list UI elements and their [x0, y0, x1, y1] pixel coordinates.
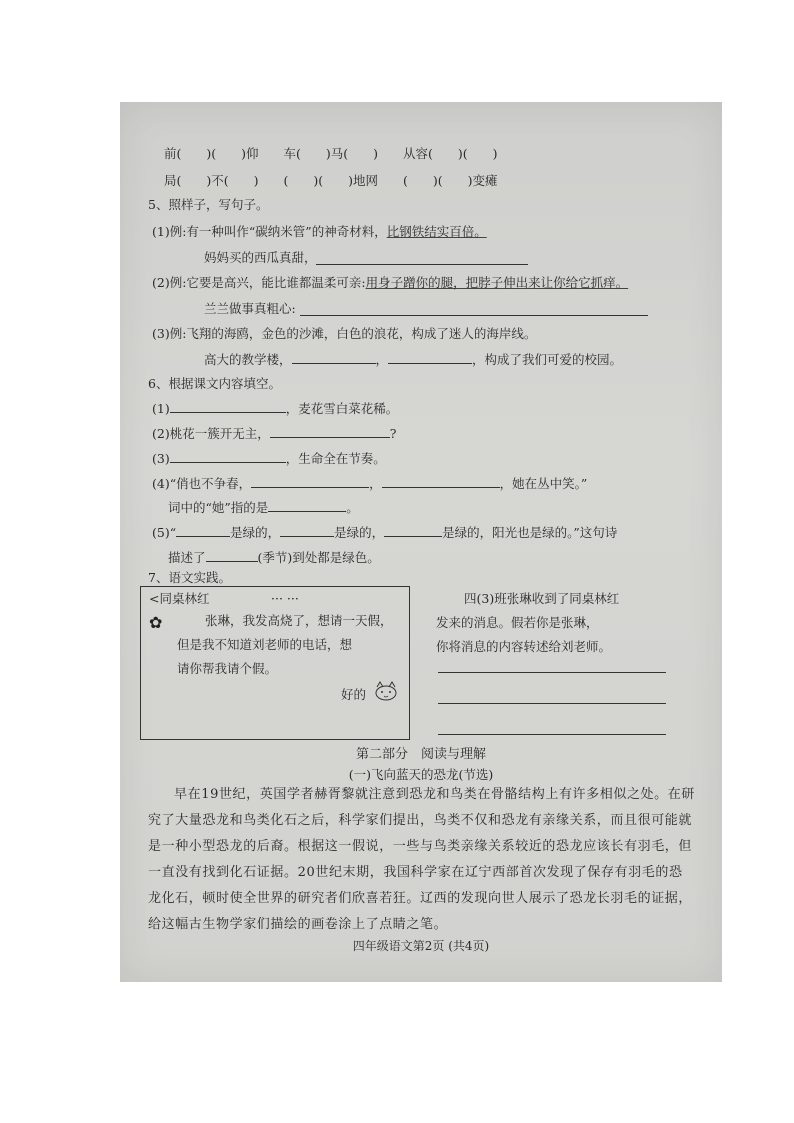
chat-dots: ··· ···	[271, 591, 299, 606]
q6-blank-4a[interactable]	[251, 487, 369, 488]
chat-reply: 好的	[341, 687, 367, 702]
q5-blank-3b[interactable]	[388, 363, 472, 364]
q6-item-1	[152, 401, 398, 417]
q6-item-3-num: (3)	[152, 451, 170, 466]
chat-message-card	[140, 586, 410, 740]
q6-title: 6、根据课文内容填空。	[148, 376, 281, 391]
q7-task-line-2: 发来的消息。假若你是张琳，	[436, 615, 599, 630]
q5-task-3	[204, 352, 622, 368]
q6-item-4-text: (4)“俏也不争春，	[152, 476, 252, 491]
q6-item-5	[152, 525, 617, 541]
q5-example-1-text: (1)例:有一种叫作“碳纳米管”的神奇材料，	[152, 224, 387, 239]
q6-item-5-f: (季节)到处都是绿色。	[257, 550, 380, 565]
q6-blank-5c[interactable]	[384, 536, 442, 537]
exam-page	[120, 102, 722, 982]
q6-item-1-num: (1)	[152, 401, 170, 416]
q6-item-5-d: 是绿的，阳光也是绿的。”这句诗	[442, 525, 618, 540]
q6-item-4-q-text: 词中的“她”指的是	[168, 500, 269, 515]
q6-item-5-c: 是绿的，	[334, 525, 385, 540]
q6-item-2	[152, 426, 396, 442]
q6-item-5-a: (5)“	[152, 525, 177, 540]
q6-blank-1[interactable]	[170, 412, 286, 413]
q6-blank-5d[interactable]	[206, 561, 258, 562]
q6-item-4	[152, 476, 587, 492]
q6-item-3	[152, 451, 386, 467]
q6-blank-4c[interactable]	[268, 511, 346, 512]
q5-answer-line-2[interactable]	[300, 315, 648, 316]
q5-answer-line-1[interactable]	[316, 264, 528, 265]
q5-task-3-c: ，构成了我们可爱的校园。	[472, 352, 623, 367]
cat-sticker-icon	[371, 681, 401, 703]
q6-item-5-b: 是绿的，	[230, 525, 281, 540]
reading-paragraph: 早在19世纪，英国学者赫胥黎就注意到恐龙和鸟类在骨骼结构上有许多相似之处。在研究了大量恐龙和鸟类化石之后，科学家们提出，鸟类不仅和恐龙有亲缘关系，而且很可能就是一种小型恐龙的后裔。根据这一假说，一些与鸟类亲缘关系较近的恐龙应该长有羽毛，但一直没有找到化石证据。20世纪末期，我国科学家在辽宁西部首次发现了保存有羽毛的恐龙化石，顿时使全世界的研究者们欣喜若狂。辽西的发现向世人展示了恐龙长羽毛的证据，给这幅古生物学家们描绘的画卷涂上了点睛之笔。	[148, 787, 695, 932]
q6-item-2-end: ?	[389, 426, 397, 441]
q5-example-3: (3)例:飞翔的海鸥，金色的沙滩，白色的浪花，构成了迷人的海岸线。	[152, 326, 537, 341]
q6-item-4-end: ，她在丛中笑。”	[499, 476, 588, 491]
q6-item-4-question	[168, 500, 359, 516]
q5-example-1	[152, 224, 487, 240]
q6-item-3-text: ，生命全在节奏。	[285, 451, 386, 466]
q7-answer-line-1[interactable]	[438, 672, 666, 673]
chat-line-2: 但是我不知道刘老师的电话，想	[177, 637, 353, 652]
q7-task-line-1: 四(3)班张琳收到了同桌林红	[464, 591, 620, 606]
q5-example-1-underlined: 比钢铁结实百倍。	[386, 224, 487, 239]
q6-blank-3[interactable]	[170, 462, 286, 463]
q6-item-5-e: 描述了	[168, 550, 206, 565]
chat-line-3: 请你帮我请个假。	[177, 661, 278, 676]
q5-blank-3a[interactable]	[292, 363, 376, 364]
q5-task-1: 妈妈买的西瓜真甜，	[204, 250, 317, 265]
q5-title: 5、照样子，写句子。	[148, 197, 269, 212]
q6-blank-2[interactable]	[270, 437, 390, 438]
part2-subtitle: (一)飞向蓝天的恐龙(节选)	[348, 767, 494, 782]
q7-title: 7、语文实践。	[148, 570, 231, 585]
q4-row-1: 前( )( )仰 车( )马( ) 从容( )( )	[164, 146, 498, 161]
q7-task-line-3: 你将消息的内容转述给刘老师。	[436, 639, 612, 654]
q7-answer-line-3[interactable]	[438, 734, 666, 735]
chat-line-1: 张琳，我发高烧了，想请一天假，	[205, 613, 393, 628]
q6-blank-5a[interactable]	[176, 536, 230, 537]
q5-example-2	[152, 275, 628, 291]
q6-item-1-text: ，麦花雪白菜花稀。	[285, 401, 399, 416]
q5-example-2-underlined: 用身子蹭你的腿，把脖子伸出来让你给它抓痒。	[365, 275, 629, 290]
q6-blank-4b[interactable]	[382, 487, 500, 488]
flower-icon: ✿	[149, 613, 163, 632]
chat-header: <同桌林红	[149, 591, 210, 606]
q7-answer-line-2[interactable]	[438, 703, 666, 704]
q4-row-2: 局( )不( ) ( )( )地网 ( )( )变瘫	[164, 173, 498, 188]
q6-blank-5b[interactable]	[280, 536, 334, 537]
q6-item-4-q-end: 。	[346, 500, 359, 515]
q5-task-3-b: ，	[375, 352, 389, 367]
q5-example-2-text: (2)例:它要是高兴，能比谁都温柔可亲:	[152, 275, 366, 290]
page-footer: 四年级语文第2页 (共4页)	[352, 939, 490, 953]
q6-item-2-text: (2)桃花一簇开无主，	[152, 426, 270, 441]
part2-title: 第二部分 阅读与理解	[355, 747, 486, 762]
q6-item-4-mid: ，	[369, 476, 382, 491]
q6-item-5-line2	[168, 550, 380, 566]
q5-task-2: 兰兰做事真粗心:	[204, 301, 296, 316]
q5-task-3-a: 高大的教学楼，	[204, 352, 292, 367]
